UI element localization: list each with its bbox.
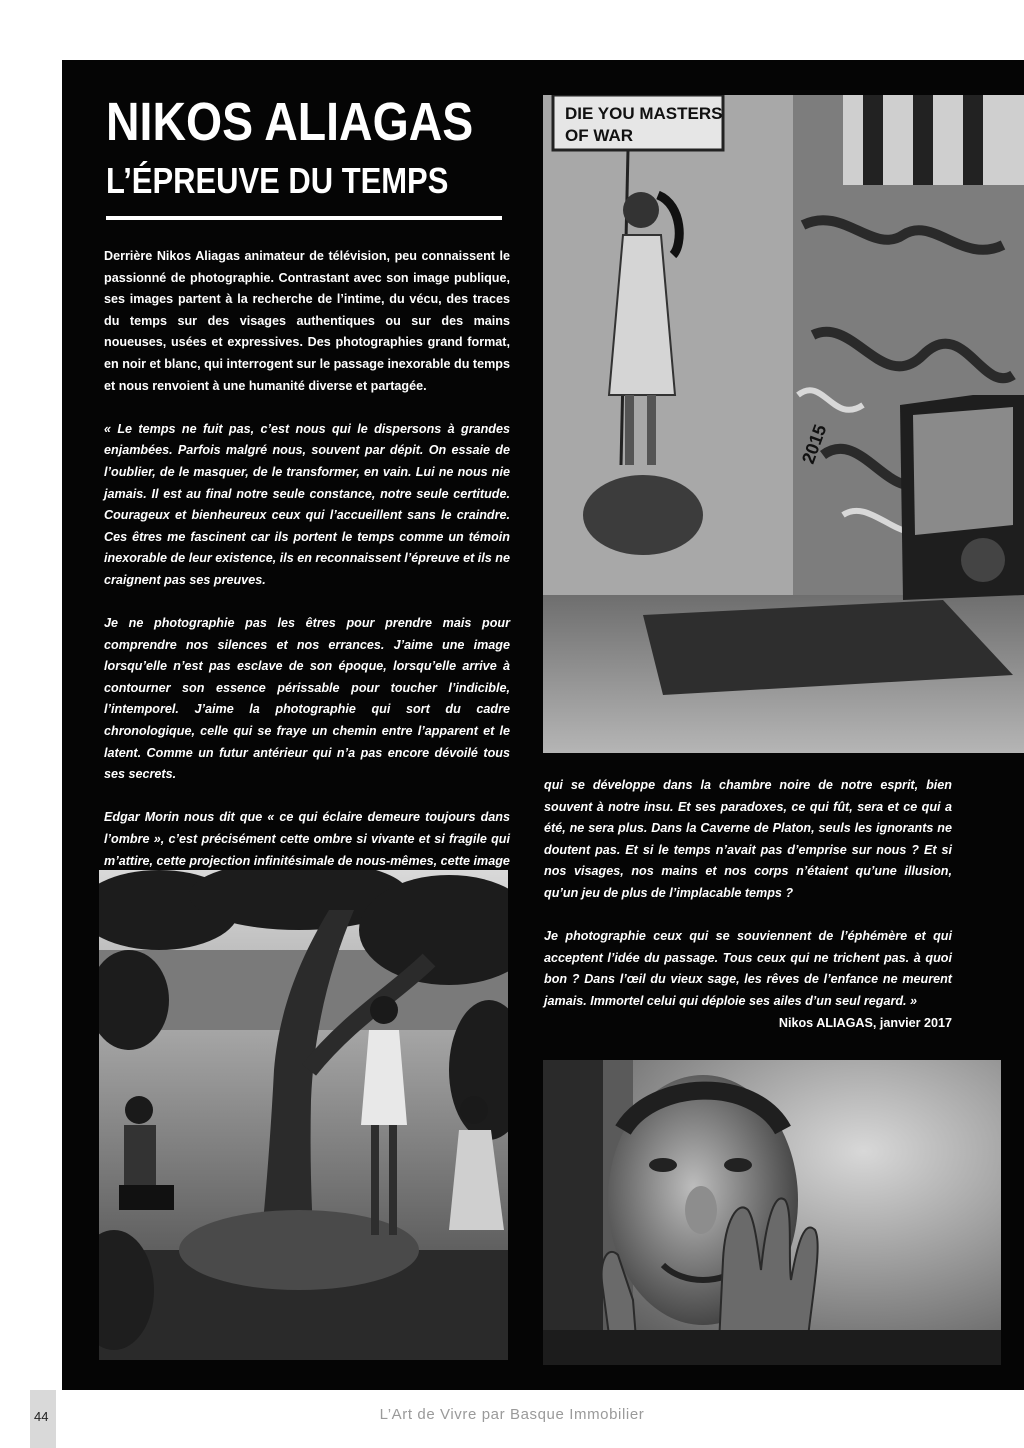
children-tree-photo — [99, 870, 508, 1360]
article-column-right — [544, 775, 952, 1056]
graffiti-year: 2015 — [797, 421, 831, 467]
article-paragraph: Je photographie ceux qui se souviennent de l’éphémère et qui acceptent l’idée du passage. Tous ceux qui ne trichent pas. à quoi bon ? Dans l’œil du vieux sage, les rêves de l’enfance ne meurent jamais. Immortel celui qui déploie ses ailes d’un seul regard. » — [544, 929, 952, 1008]
page-number: 44 — [34, 1409, 49, 1424]
article-column-left — [104, 246, 510, 894]
mud-face-portrait-photo — [543, 1060, 1001, 1365]
article-paragraph: « Le temps ne fuit pas, c’est nous qui le dispersons à grandes enjambées. Parfois malgré nous, souvent par dépit. On essaie de l’oublier, de le masquer, de le transformer, en vain. Lui ne nous nie jamais. Il est au final notre seule constance, notre seule certitude. Courageux et bienheureux ceux qui l’accueillent sans le craindre. Ces êtres me fascinent car ils portent le temps comme un témoin inexorable de leur existence, ils en reconnaissent l’épreuve et ils ne craignent pas ses preuves. — [104, 421, 510, 587]
magazine-footer: L’Art de Vivre par Basque Immobilier — [379, 1406, 645, 1423]
title-divider — [106, 216, 502, 220]
article-paragraph: Derrière Nikos Aliagas animateur de télévision, peu connaissent le passionné de photographie. Contrastant avec son image publique, ses images partent à la recherche de l’intime, du vécu, des traces du temps sur des visages authentiques ou sur des mains noueuses, usées et expressives. Des photographies grand format, en noir et blanc, qui interrogent sur le passage inexorable du temps et nous renvoient à une humanité diverse et partagée. — [104, 249, 510, 393]
sign-text-line2: OF WAR — [565, 126, 633, 145]
article-paragraph: qui se développe dans la chambre noire de notre esprit, bien souvent à notre insu. Et ses paradoxes, ce qui fût, sera et ce qui a été, ne sera plus. Dans la Caverne de Platon, seuls les ignorants ne doutent pas. Et si le temps n’avait pas d’emprise sur nous ? Et si nos visages, nos mains et nos corps n’étaient qu’une illusion, qu’un jeu de plus de l’implacable temps ? — [544, 778, 952, 900]
article-paragraph: Edgar Morin nous dit que « ce qui éclaire demeure toujours dans l’ombre », c’est précisément cette ombre si vivante et si fragile qui m’attire, cette projection infinitésimale de nous-mêmes, cette image — [104, 810, 510, 868]
page-subtitle: L’ÉPREUVE DU TEMPS — [106, 160, 449, 201]
page-title: NIKOS ALIAGAS — [106, 92, 474, 152]
article-signature: Nikos ALIAGAS, janvier 2017 — [778, 1015, 952, 1030]
article-paragraph: Je ne photographie pas les êtres pour prendre mais pour comprendre nos silences et nos errances. J’aime une image lorsqu’elle n’est pas esclave de son époque, lorsqu’elle arrive à contourner son essence périssable pour toucher l’indicible, l’intemporel. J’aime la photographie qui sort du cadre chronologique, celle qui se fraye un chemin entre l’apparent et le latent. Comme un futur antérieur qui n’a pas encore dévoilé tous ses secrets. — [104, 616, 510, 782]
sign-text-line1: DIE YOU MASTERS — [565, 104, 723, 123]
graffiti-wall-photo — [543, 95, 1024, 753]
